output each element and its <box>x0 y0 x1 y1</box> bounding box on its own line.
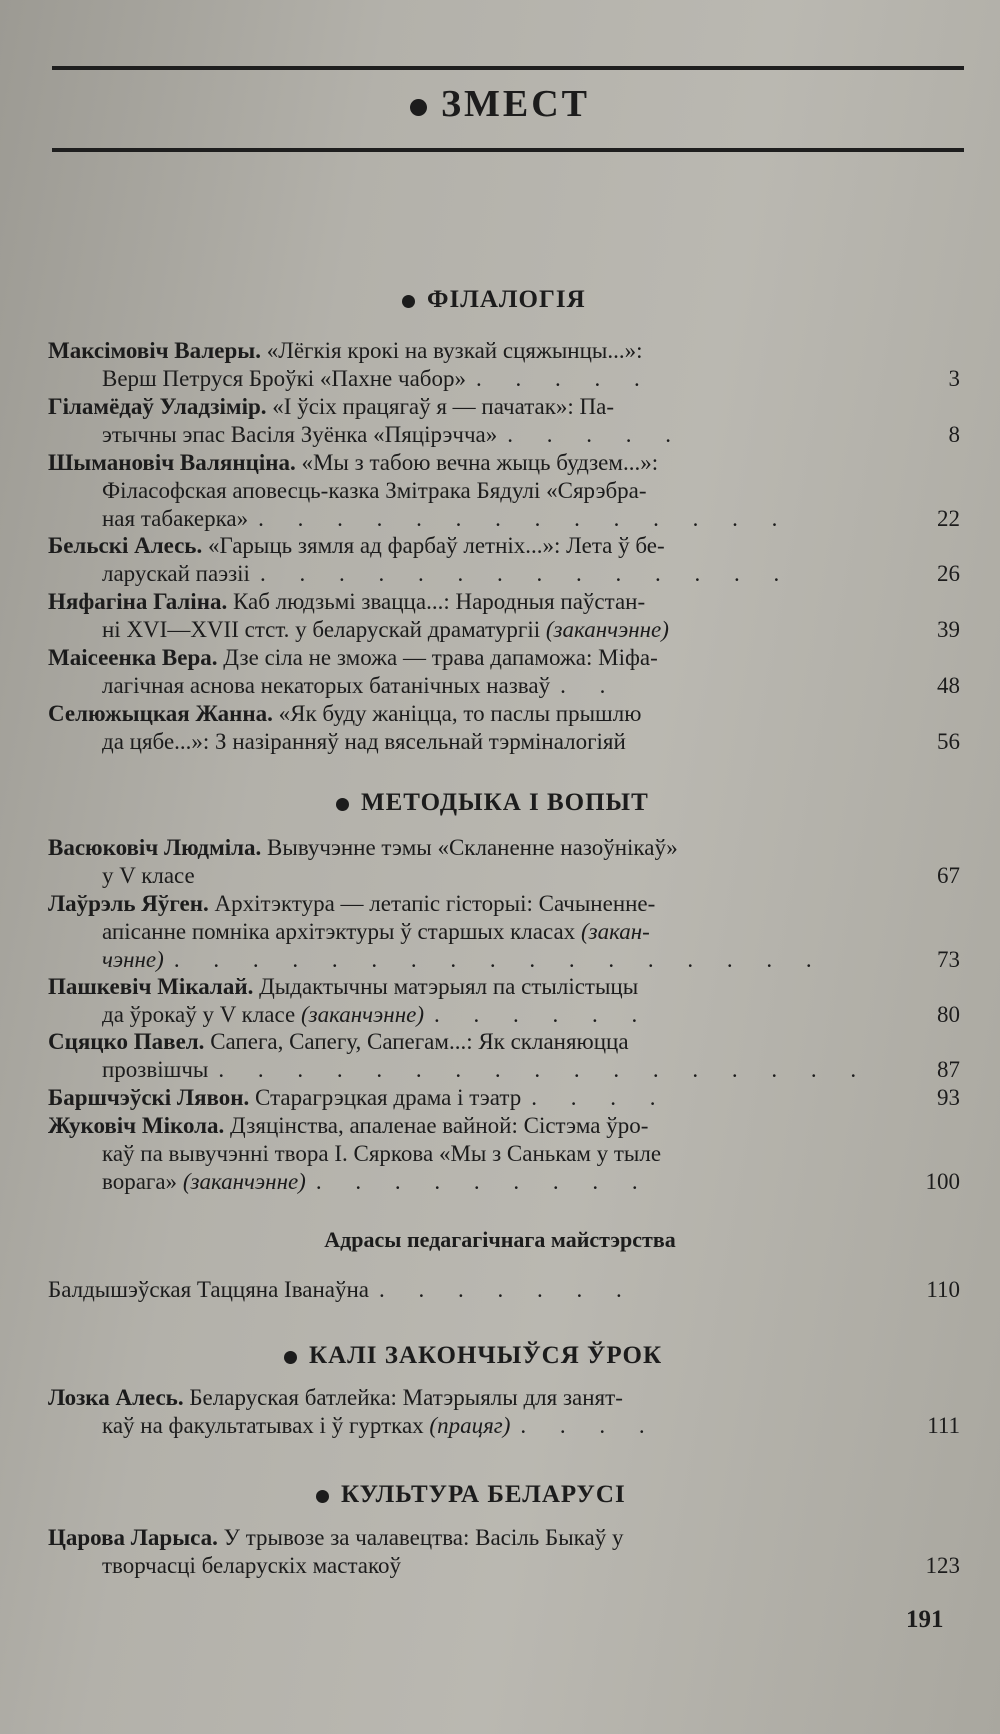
entry-author: Няфагіна Галіна. <box>48 589 228 614</box>
entry-page: 80 <box>937 1002 960 1027</box>
dot-leader: . . . . . <box>507 422 686 447</box>
entry-title: творчасці беларускіх мастакоў <box>102 1553 401 1578</box>
entry-page: 87 <box>937 1057 960 1082</box>
dot-leader: . . . . . . . . . <box>315 1169 652 1194</box>
bullet-icon <box>284 1351 297 1364</box>
entry-page: 22 <box>937 506 960 531</box>
entry-author: Царова Ларыса. <box>48 1525 218 1550</box>
entry-author: Баршчэўскі Лявон. <box>48 1085 250 1110</box>
entry-title: Верш Петруся Броўкі «Пахне чабор» <box>102 366 466 391</box>
page-title-text: ЗМЕСТ <box>440 83 591 125</box>
toc-entry <box>48 449 968 533</box>
entry-author: Гіламёдаў Уладзімір. <box>48 394 267 419</box>
section-heading-text: МЕТОДЫКА І ВОПЫТ <box>361 789 649 816</box>
entry-title: лагічная аснова некаторых батанічных назваў <box>102 673 551 698</box>
entry-author: Балдышэўская Таццяна Іванаўна <box>48 1277 370 1302</box>
entry-title: «Гарыць зямля ад фарбаў летніх...»: Лета ў бе- <box>207 533 665 558</box>
toc-entry <box>48 393 968 449</box>
entry-page: 26 <box>937 561 960 586</box>
entry-title: Вывучэнне тэмы «Скланенне назоўнікаў» <box>267 835 678 860</box>
entry-author: Лозка Алесь. <box>48 1385 184 1410</box>
entry-author: Бельскі Алесь. <box>48 533 203 558</box>
entry-page: 73 <box>937 947 960 972</box>
page-title <box>0 82 1000 126</box>
bullet-icon <box>402 295 415 308</box>
entry-note: (заканчэнне) <box>545 617 669 642</box>
entry-note: (закан- <box>580 919 650 944</box>
entry-page: 3 <box>948 366 960 391</box>
entry-page: 67 <box>937 863 960 888</box>
entry-title: «Як буду жаніцца, то паслы прышлю <box>278 701 642 726</box>
entry-page: 100 <box>925 1169 960 1194</box>
section-heading-text: ФІЛАЛОГІЯ <box>427 286 586 313</box>
toc-entry <box>48 644 968 700</box>
toc-entry <box>48 1524 968 1580</box>
toc-entry <box>48 337 968 393</box>
entry-author: Пашкевіч Мікалай. <box>48 974 254 999</box>
entry-title: Беларуская батлейка: Матэрыялы для занят- <box>189 1385 623 1410</box>
top-rule <box>52 66 964 70</box>
section-heading-text: КАЛІ ЗАКОНЧЫЎСЯ ЎРОК <box>309 1342 663 1369</box>
entry-title: Архітэктура — летапіс гісторыі: Сачыненне- <box>214 891 656 916</box>
entry-author: Жуковіч Мікола. <box>48 1113 225 1138</box>
bottom-rule <box>52 148 964 152</box>
toc-entry <box>48 1384 968 1440</box>
dot-leader: . . . . . . . . . . . . . . <box>258 506 792 531</box>
entry-note: чэнне) <box>102 947 164 972</box>
dot-leader: . . . . <box>520 1413 659 1438</box>
entry-note: (заканчэнне) <box>182 1169 306 1194</box>
entry-note: (працяг) <box>429 1413 511 1438</box>
entry-title: прозвішчы <box>102 1057 209 1082</box>
entry-title: Старагрэцкая драма і тэатр <box>255 1085 522 1110</box>
entry-title: Дзе сіла не зможа — трава дапаможа: Міфа- <box>223 645 658 670</box>
entry-title: «І ўсіх працягаў я — пачатак»: Па- <box>272 394 615 419</box>
entry-title: да ўрокаў у V класе <box>102 1002 296 1027</box>
entry-page: 110 <box>926 1277 960 1302</box>
entry-page: 111 <box>927 1413 960 1438</box>
entry-title: да цябе...»: З назіранняў над вясельнай тэрміналогіяй <box>102 729 626 754</box>
entry-page: 8 <box>948 422 960 447</box>
dot-leader: . . . . . . . . . . . . . . . . . <box>218 1057 871 1082</box>
bullet-icon <box>316 1490 329 1503</box>
toc-entry <box>48 973 968 1029</box>
dot-leader: . . . . . <box>475 366 654 391</box>
entry-title: Дзяцінства, апаленае вайной: Сістэма ўро- <box>230 1113 649 1138</box>
entry-note: (заканчэнне) <box>300 1002 424 1027</box>
entry-title: У трывозе за чалавецтва: Васіль Быкаў у <box>223 1525 624 1550</box>
section-heading-kultura <box>316 1481 626 1509</box>
entry-page: 48 <box>937 673 960 698</box>
toc-entry <box>48 1028 968 1084</box>
entry-title: каў па вывучэнні твора І. Сяркова «Мы з Санькам у тыле <box>102 1141 662 1166</box>
entry-title: «Мы з табою вечна жыць будзем...»: <box>301 450 659 475</box>
entry-title: этычны эпас Васіля Зуёнка «Пяцірэчча» <box>102 422 498 447</box>
entry-title: Філасофская аповесць-казка Змітрака Бядулі «Сярэбра- <box>102 478 647 503</box>
toc-entry <box>48 834 968 890</box>
entry-title: ная табакерка» <box>102 506 249 531</box>
entry-author: Сцяцко Павел. <box>48 1029 205 1054</box>
dot-leader: . . . . . . . <box>379 1277 636 1302</box>
section-heading-text: КУЛЬТУРА БЕЛАРУСІ <box>341 1481 626 1508</box>
dot-leader: . . . . <box>531 1085 670 1110</box>
entry-page: 93 <box>937 1085 960 1110</box>
entry-title: Сапега, Сапегу, Сапегам...: Як скланяюцца <box>210 1029 629 1054</box>
section-heading-kali <box>284 1342 662 1370</box>
entry-title: Каб людзьмі звацца...: Народныя паўстан- <box>232 589 646 614</box>
dot-leader: . . <box>560 673 620 698</box>
entry-title: каў на факультатывах і ў гуртках <box>102 1413 424 1438</box>
dot-leader: . . . . . . <box>433 1002 652 1027</box>
entry-title: ларускай паэзіі <box>102 561 250 586</box>
entry-author: Лаўрэль Яўген. <box>48 891 209 916</box>
entry-author: Селюжыцкая Жанна. <box>48 701 273 726</box>
entry-author: Васюковіч Людміла. <box>48 835 262 860</box>
toc-entry <box>48 1084 968 1112</box>
entry-page: 39 <box>937 617 960 642</box>
entry-title: Дыдактычны матэрыял па стылістыцы <box>259 974 639 999</box>
section-heading-filalogia <box>402 286 586 314</box>
entry-page: 56 <box>937 729 960 754</box>
toc-entry <box>48 588 968 644</box>
bullet-icon <box>336 798 349 811</box>
entry-title: «Лёгкія крокі на вузкай сцяжынцы...»: <box>266 338 643 363</box>
toc-entry <box>48 1276 968 1304</box>
toc-entry <box>48 1112 968 1196</box>
subheading-adrasy: Адрасы педагагічнага майстэрства <box>324 1227 676 1252</box>
section-heading-metodyka <box>336 789 649 817</box>
dot-leader: . . . . . . . . . . . . . . . . . <box>173 947 826 972</box>
bullet-icon <box>410 99 427 116</box>
entry-author: Максімовіч Валеры. <box>48 338 261 363</box>
entry-author: Шымановіч Валянціна. <box>48 450 296 475</box>
entry-title: апісанне помніка архітэктуры ў старшых класах <box>102 919 576 944</box>
entry-title: у V класе <box>102 863 195 888</box>
toc-entry <box>48 890 968 974</box>
entry-title: ворага» <box>102 1169 178 1194</box>
toc-entry <box>48 700 968 756</box>
entry-page: 123 <box>925 1553 960 1578</box>
entry-title: ні XVI—XVII стст. у беларускай драматургіі <box>102 617 541 642</box>
page-number: 191 <box>906 1606 944 1633</box>
toc-entry <box>48 532 968 588</box>
entry-author: Маісеенка Вера. <box>48 645 218 670</box>
dot-leader: . . . . . . . . . . . . . . <box>259 561 794 586</box>
